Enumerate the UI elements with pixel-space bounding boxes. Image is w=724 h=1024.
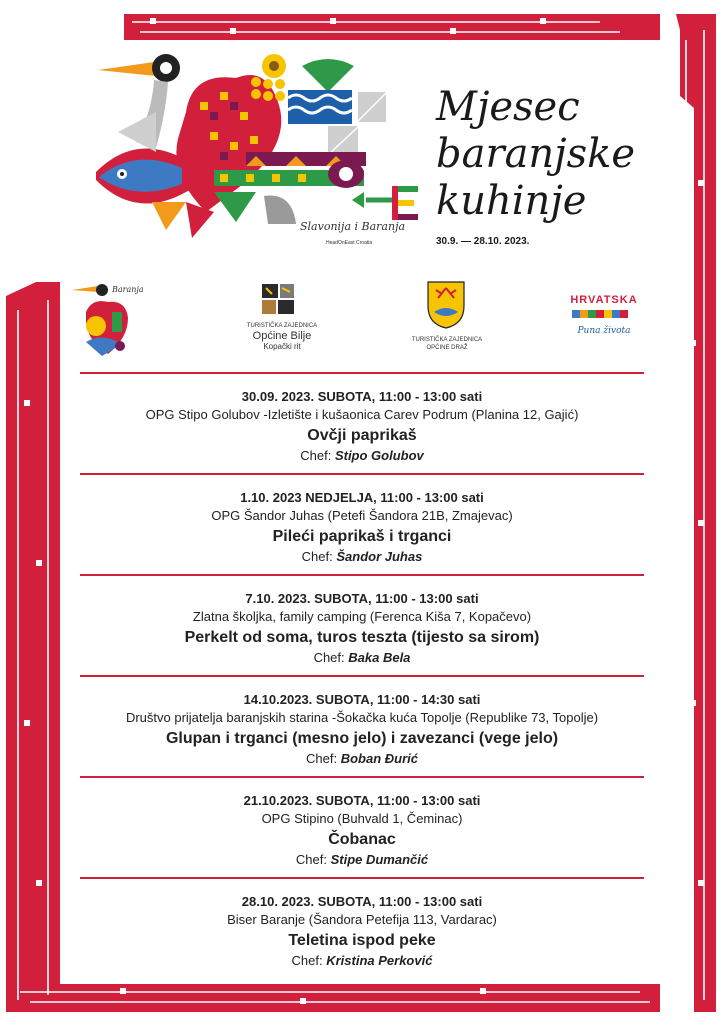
hrvatska-wordmark: HRVATSKA xyxy=(570,294,638,306)
bilje-line-1: TURISTIČKA ZAJEDNICA xyxy=(246,323,318,329)
event-place: Zlatna školjka, family camping (Ferenca Kiša 7, Kopačevo) xyxy=(192,609,532,624)
event-dish: Čobanac xyxy=(328,831,396,848)
event-chef xyxy=(80,548,644,566)
event-dish: Glupan i trganci (mesno jelo) i zavezanci (vege jelo) xyxy=(165,730,559,747)
page-title xyxy=(436,84,635,225)
title-line-1: Mjesec xyxy=(436,84,580,130)
draz-coat-of-arms-icon xyxy=(426,280,466,330)
event-chef xyxy=(80,447,644,465)
chef-name: Boban Đurić xyxy=(340,751,418,766)
event-place: Društvo prijatelja baranjskih starina -Šokačka kuća Topolje (Republike 73, Topolje) xyxy=(125,710,599,725)
event-item xyxy=(80,473,644,574)
event-item xyxy=(80,372,644,473)
hrvatska-logo xyxy=(562,294,646,344)
event-chef xyxy=(80,851,644,869)
baranja-logo xyxy=(72,282,142,362)
chef-label: Chef: xyxy=(306,751,338,766)
draz-logo xyxy=(400,280,500,360)
event-chef xyxy=(80,952,644,970)
baranja-logo-text: Baranja xyxy=(112,285,144,294)
chef-label: Chef: xyxy=(291,953,323,968)
event-dates: 30.9. — 28.10. 2023. xyxy=(436,236,530,247)
event-place: OPG Šandor Juhas (Petefi Šandora 21B, Zmajevac) xyxy=(211,508,513,523)
event-dish: Ovčji paprikaš xyxy=(307,427,417,444)
draz-line-2: OPĆINE DRAŽ xyxy=(426,345,468,351)
hrvatska-tagline: Puna života xyxy=(577,326,631,336)
event-item xyxy=(80,877,644,978)
event-date: 7.10. 2023. SUBOTA, 11:00 - 13:00 sati xyxy=(245,591,479,606)
hrvatska-checker-icon xyxy=(572,308,636,324)
event-item xyxy=(80,574,644,675)
chef-name: Kristina Perković xyxy=(326,953,433,968)
baranja-emblem-icon xyxy=(72,282,142,362)
event-item xyxy=(80,675,644,776)
kopacki-rit-emblem-icon xyxy=(232,282,332,318)
chef-label: Chef: xyxy=(313,650,345,665)
region-brand: Slavonija i Baranja xyxy=(300,220,406,233)
title-line-3: kuhinje xyxy=(436,178,587,224)
event-date: 30.09. 2023. SUBOTA, 11:00 - 13:00 sati xyxy=(241,389,483,404)
region-tagline: HeadOnEast Croatia xyxy=(326,240,373,246)
draz-line-1: TURISTIČKA ZAJEDNICA xyxy=(411,337,483,343)
event-item xyxy=(80,776,644,877)
event-date: 14.10.2023. SUBOTA, 11:00 - 14:30 sati xyxy=(243,692,481,707)
event-place: OPG Stipo Golubov -Izletište i kušaonica Carev Podrum (Planina 12, Gajić) xyxy=(145,407,579,422)
event-dish: Perkelt od soma, turos teszta (tijesto sa sirom) xyxy=(184,629,540,646)
title-line-2: baranjske xyxy=(436,131,636,177)
chef-label: Chef: xyxy=(300,448,332,463)
event-place: Biser Baranje (Šandora Petefija 113, Vardarac) xyxy=(227,912,497,927)
chef-name: Stipo Golubov xyxy=(334,448,424,463)
bilje-line-2: Općine Bilje xyxy=(252,330,312,342)
event-chef xyxy=(80,649,644,667)
event-date: 21.10.2023. SUBOTA, 11:00 - 13:00 sati xyxy=(243,793,481,808)
event-place: OPG Stipino (Buhvald 1, Čeminac) xyxy=(261,811,463,826)
chef-name: Stipe Dumančić xyxy=(330,852,429,867)
event-dish: Teletina ispod peke xyxy=(288,932,436,949)
event-dish: Pileći paprikaš i trganci xyxy=(272,528,452,545)
chef-name: Šandor Juhas xyxy=(336,549,423,564)
event-date: 1.10. 2023 NEDJELJA, 11:00 - 13:00 sati xyxy=(240,490,484,505)
event-date: 28.10. 2023. SUBOTA, 11:00 - 13:00 sati xyxy=(241,894,483,909)
chef-name: Baka Bela xyxy=(348,650,411,665)
bilje-logo xyxy=(232,282,332,362)
chef-label: Chef: xyxy=(301,549,333,564)
event-list xyxy=(80,372,644,978)
chef-label: Chef: xyxy=(295,852,327,867)
event-chef xyxy=(80,750,644,768)
bilje-line-3: Kopački rit xyxy=(263,342,301,351)
